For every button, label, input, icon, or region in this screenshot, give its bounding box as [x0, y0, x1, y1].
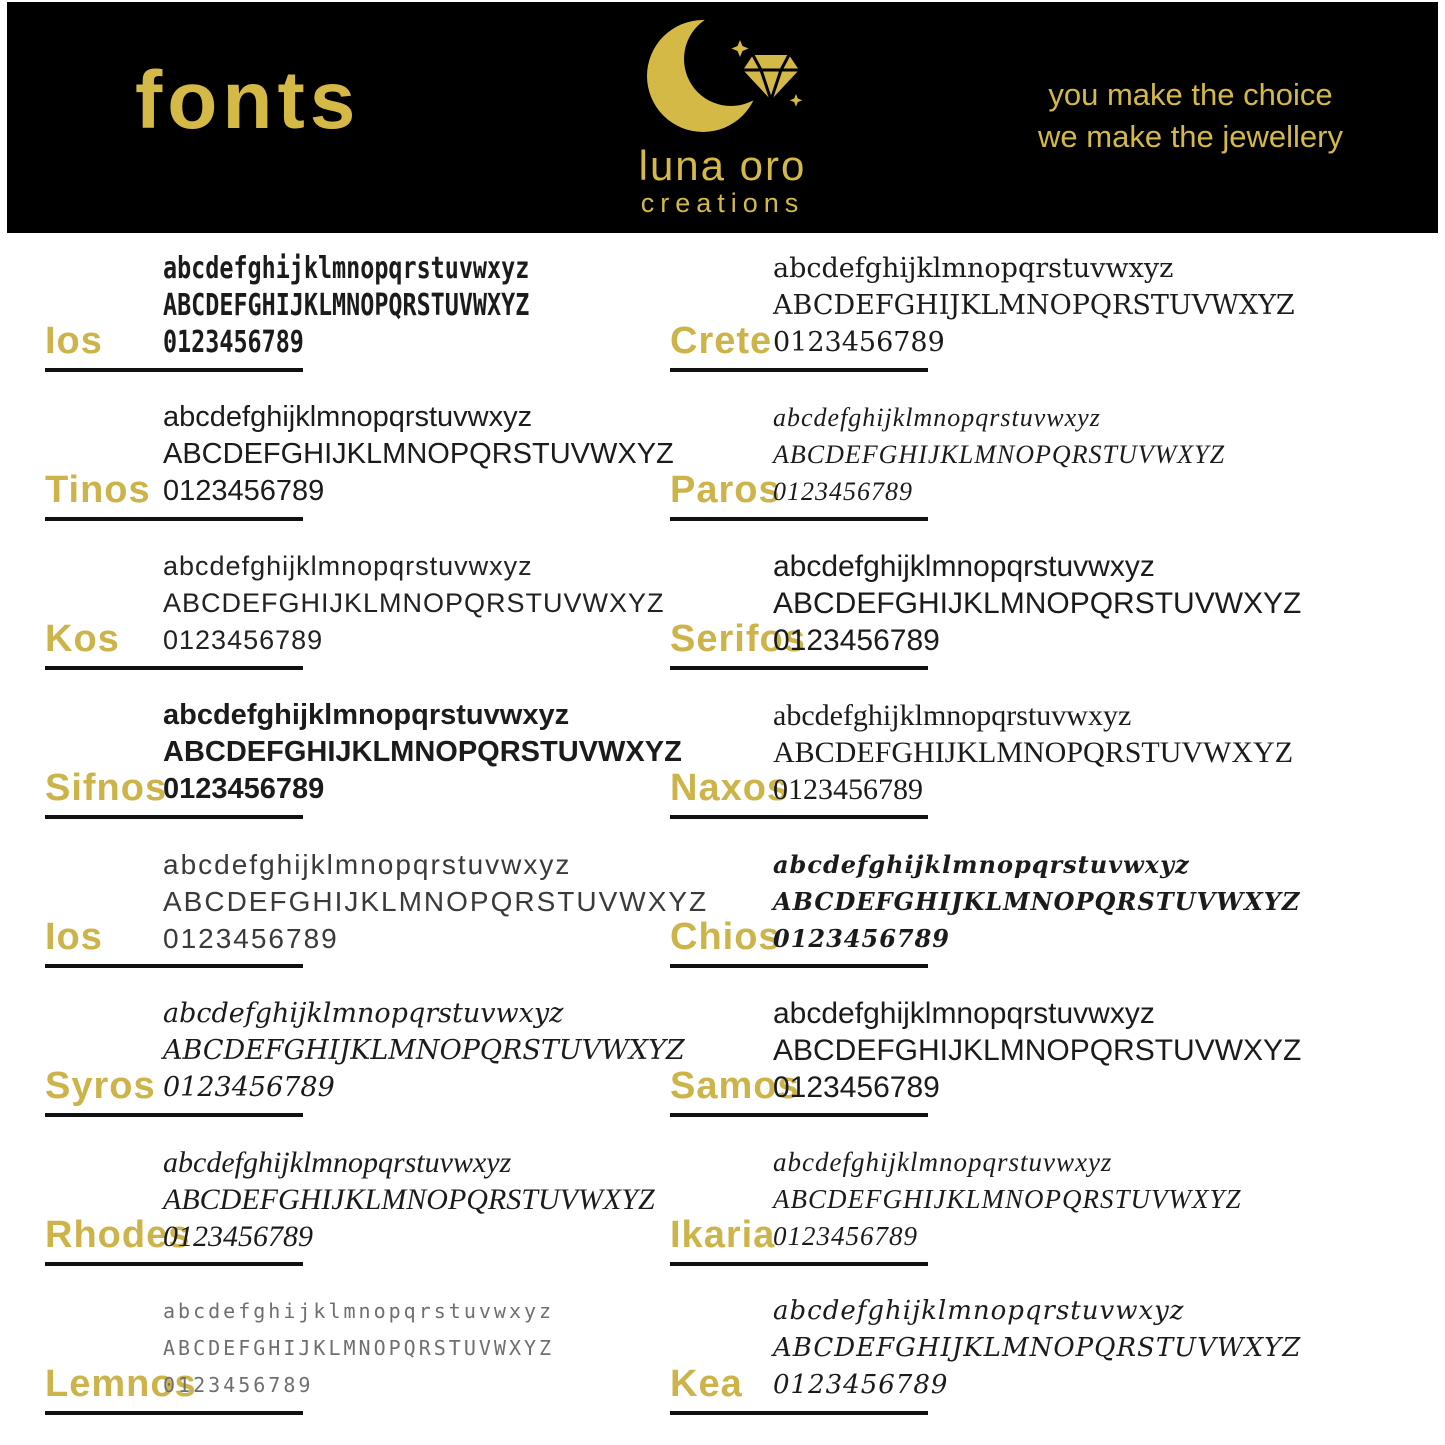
sample-lowercase: abcdefghijklmnopqrstuvwxyz — [773, 550, 1155, 583]
font-name-label: Lemnos — [45, 1363, 197, 1405]
font-entry-row — [670, 1144, 1301, 1255]
sample-lowercase: abcdefghijklmnopqrstuvwxyz — [163, 401, 533, 433]
font-sample — [163, 399, 674, 510]
sample-lowercase: abcdefghijklmnopqrstuvwxyz — [163, 551, 533, 581]
font-sample — [163, 697, 682, 808]
sample-digits: 0123456789 — [773, 1221, 918, 1251]
font-entry — [670, 521, 1301, 670]
sample-uppercase: ABCDEFGHIJKLMNOPQRSTUVWXYZ — [773, 1333, 1302, 1363]
sample-uppercase: ABCDEFGHIJKLMNOPQRSTUVWXYZ — [773, 1184, 1242, 1214]
font-sample — [773, 995, 1301, 1106]
sample-uppercase: ABCDEFGHIJKLMNOPQRSTUVWXYZ — [163, 438, 674, 470]
sample-uppercase: ABCDEFGHIJKLMNOPQRSTUVWXYZ — [773, 736, 1294, 769]
font-sample — [773, 399, 1225, 510]
sample-uppercase: ABCDEFGHIJKLMNOPQRSTUVWXYZ — [773, 440, 1226, 469]
font-sample — [163, 1144, 655, 1255]
font-name-label: Tinos — [45, 469, 151, 511]
font-name-label: Kea — [670, 1363, 743, 1405]
font-entry-row — [670, 250, 1301, 361]
font-name-label: Naxos — [670, 767, 790, 809]
font-entry-row — [45, 250, 670, 361]
font-entry — [45, 372, 674, 521]
sample-digits: 0123456789 — [163, 1220, 313, 1253]
font-entry — [670, 223, 1301, 372]
font-entry-row — [670, 399, 1301, 510]
font-sample — [163, 548, 665, 659]
sample-lowercase: abcdefghijklmnopqrstuvwxyz — [163, 1146, 512, 1179]
sample-uppercase: ABCDEFGHIJKLMNOPQRSTUVWXYZ — [773, 1034, 1302, 1067]
underline-rule — [670, 1411, 928, 1415]
font-entry-row — [45, 399, 674, 511]
sample-uppercase: ABCDEFGHIJKLMNOPQRSTUVWXYZ — [773, 290, 1295, 321]
font-column-right — [670, 223, 1301, 1415]
sample-uppercase: ABCDEFGHIJKLMNOPQRSTUVWXYZ — [773, 587, 1302, 620]
sample-digits: 0123456789 — [773, 477, 913, 506]
sample-uppercase: ABCDEFGHIJKLMNOPQRSTUVWXYZ — [163, 886, 709, 917]
sample-lowercase: abcdefghijklmnopqrstuvwxyz — [773, 253, 1174, 284]
sample-lowercase: abcdefghijklmnopqrstuvwxyz — [163, 998, 564, 1029]
font-sample — [773, 548, 1301, 659]
font-entry — [45, 670, 682, 819]
font-entry-row — [45, 846, 709, 958]
font-name-label: Paros — [670, 469, 781, 511]
font-name-label: Chios — [670, 916, 781, 958]
sample-digits: 0123456789 — [163, 475, 325, 507]
font-entry — [45, 1266, 670, 1415]
sample-lowercase: abcdefghijklmnopqrstuvwxyz — [773, 1296, 1185, 1326]
font-entry — [45, 223, 670, 372]
font-list — [45, 223, 1301, 1415]
font-name-label: Syros — [45, 1065, 156, 1107]
sample-digits: 0123456789 — [163, 773, 325, 805]
font-entry-row — [45, 697, 682, 809]
sample-uppercase: ABCDEFGHIJKLMNOPQRSTUVWXYZ — [163, 736, 682, 768]
font-entry — [670, 1117, 1301, 1266]
sample-digits: 0123456789 — [163, 1373, 314, 1397]
sample-digits: 0123456789 — [163, 923, 339, 954]
font-entry-row — [45, 548, 670, 659]
font-sample — [163, 995, 685, 1106]
sample-lowercase: abcdefghijklmnopqrstuvwxyz — [773, 699, 1132, 732]
font-entry-row — [45, 1144, 670, 1255]
sample-lowercase: abcdefghijklmnopqrstuvwxyz — [773, 997, 1155, 1030]
brand-logo — [628, 12, 818, 218]
font-entry-row — [670, 846, 1301, 957]
sample-lowercase: abcdefghijklmnopqrstuvwxyz — [773, 850, 1190, 879]
font-name-label: Ikaria — [670, 1214, 776, 1256]
font-entry — [45, 819, 709, 968]
sample-lowercase: abcdefghijklmnopqrstuvwxyz — [773, 1147, 1113, 1177]
font-name-label: Rhodes — [45, 1214, 191, 1256]
sample-digits: 0123456789 — [773, 624, 940, 657]
sample-lowercase: abcdefghijklmnopqrstuvwxyz — [163, 849, 572, 880]
font-name-label: Sifnos — [45, 767, 168, 809]
font-name-label: Ios — [45, 320, 103, 362]
font-sample — [773, 846, 1300, 957]
font-entry — [45, 968, 685, 1117]
sample-digits: 0123456789 — [773, 924, 950, 953]
sample-digits: 0123456789 — [773, 1071, 940, 1104]
brand-subtitle: creations — [640, 188, 805, 218]
font-name-label: Serifos — [670, 618, 806, 660]
sample-lowercase: abcdefghijklmnopqrstuvwxyz — [163, 699, 570, 731]
sample-uppercase: ABCDEFGHIJKLMNOPQRSTUVWXYZ — [773, 887, 1301, 916]
crescent-moon-diamond-icon — [628, 12, 818, 150]
sample-uppercase: ABCDEFGHIJKLMNOPQRSTUVWXYZ — [163, 1035, 685, 1066]
font-entry — [670, 819, 1301, 968]
font-sample — [773, 1293, 1301, 1404]
sample-digits: 0123456789 — [773, 327, 945, 358]
font-entry-row — [45, 995, 685, 1107]
sample-digits: 0123456789 — [163, 625, 324, 655]
sample-uppercase: ABCDEFGHIJKLMNOPQRSTUVWXYZ — [163, 588, 665, 618]
font-entry-row — [670, 548, 1301, 659]
font-entry — [670, 968, 1301, 1117]
font-sample — [163, 1293, 554, 1404]
font-name-label: Kos — [45, 618, 120, 660]
font-sample — [163, 846, 708, 957]
sample-lowercase: abcdefghijklmnopqrstuvwxyz — [163, 1299, 555, 1323]
sample-lowercase: abcdefghijklmnopqrstuvwxyz — [163, 251, 530, 286]
font-entry — [45, 1117, 670, 1266]
sample-digits: 0123456789 — [773, 773, 923, 806]
font-entry — [670, 1266, 1301, 1415]
brand-name: luna oro — [638, 142, 807, 189]
sample-digits: 0123456789 — [773, 1370, 949, 1400]
sample-lowercase: abcdefghijklmnopqrstuvwxyz — [773, 403, 1101, 432]
font-entry-row — [670, 1293, 1301, 1404]
font-entry — [670, 372, 1301, 521]
font-name-label: Crete — [670, 320, 773, 362]
font-name-label: Samos — [670, 1065, 800, 1107]
sample-uppercase: ABCDEFGHIJKLMNOPQRSTUVWXYZ — [163, 288, 530, 323]
font-sample — [773, 1144, 1241, 1255]
font-sample — [163, 250, 529, 361]
page-title: fonts — [135, 55, 361, 146]
header-banner — [7, 2, 1438, 233]
sample-digits: 0123456789 — [163, 325, 304, 360]
font-entry — [45, 521, 670, 670]
underline-rule — [45, 1411, 303, 1415]
sample-digits: 0123456789 — [163, 1072, 335, 1103]
font-entry-row — [670, 995, 1301, 1106]
sample-uppercase: ABCDEFGHIJKLMNOPQRSTUVWXYZ — [163, 1183, 655, 1216]
font-entry-row — [670, 697, 1301, 808]
font-sample — [773, 250, 1295, 361]
tagline — [1038, 74, 1343, 158]
font-sample — [773, 697, 1293, 808]
tagline-line-2: we make the jewellery — [1038, 119, 1343, 154]
tagline-line-1: you make the choice — [1048, 77, 1333, 112]
font-entry-row — [45, 1293, 670, 1404]
font-name-label: Ios — [45, 916, 103, 958]
font-entry — [670, 670, 1301, 819]
sample-uppercase: ABCDEFGHIJKLMNOPQRSTUVWXYZ — [163, 1336, 555, 1360]
